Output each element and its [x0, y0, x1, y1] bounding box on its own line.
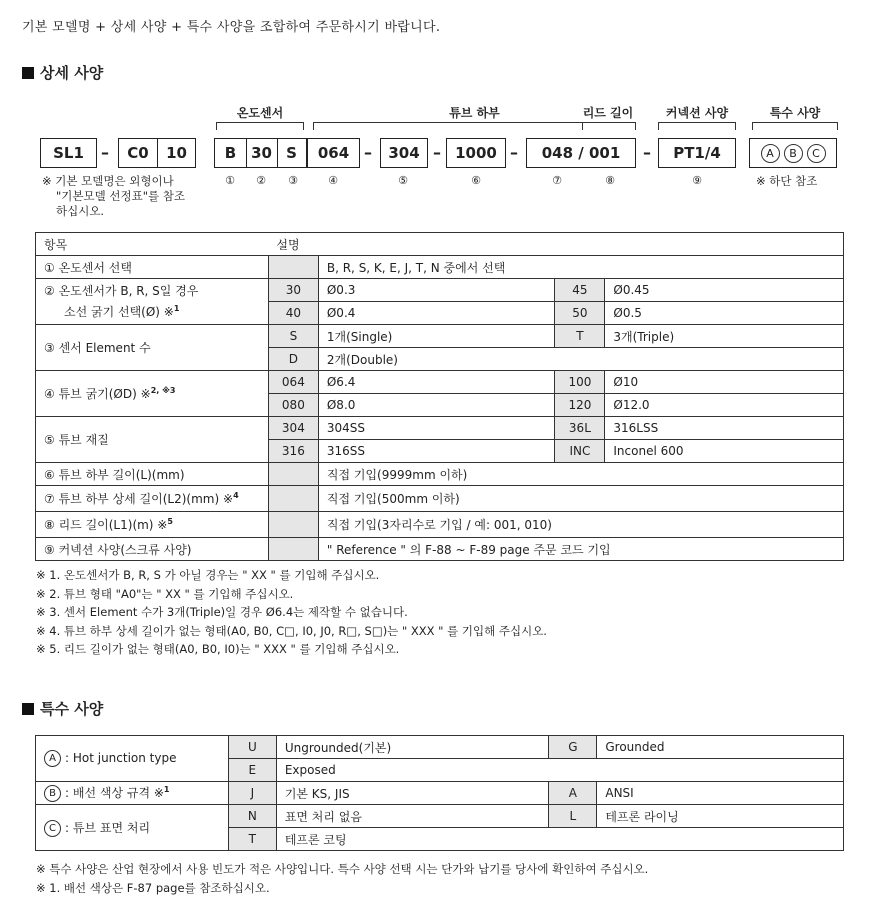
detail-footnotes: [36, 566, 547, 659]
blank-code-cell: [268, 512, 318, 538]
table-row: [36, 538, 844, 561]
group-bracket-sensor: [216, 122, 304, 130]
section-title-text: 상세 사양: [40, 64, 104, 82]
code-cell: 30: [268, 279, 318, 302]
row-desc: " Reference " 의 F-88 ~ F-89 page 주문 코드 기입: [318, 538, 843, 561]
group-label-lead: 리드 길이: [582, 106, 634, 120]
note-line: 하십시오.: [56, 204, 105, 218]
group-label-sensor: 온도센서: [236, 106, 284, 120]
footnote: ※ 5. 리드 길이가 없는 형태(A0, B0, I0)는 " XXX " 를 기입해 주십시오.: [36, 642, 400, 656]
desc-cell: 테프론 코팅: [276, 828, 843, 851]
row-item: ⑥ 튜브 하부 길이(L)(mm): [36, 463, 269, 486]
group-label-tube: 튜브 하부: [449, 106, 500, 120]
group-label-special: 특수 사양: [769, 106, 821, 120]
desc-cell: Ø6.4: [318, 371, 555, 394]
row-item: [36, 782, 229, 805]
base-model-note: [42, 174, 185, 219]
item-text: : Hot junction type: [65, 751, 177, 765]
code-box-c0-10: [118, 138, 196, 168]
row-item: [36, 736, 229, 782]
code-dash: –: [643, 143, 651, 162]
note-line: "기본모델 선정표"를 참조: [56, 189, 185, 203]
table-row: [36, 486, 844, 512]
code-cell: D: [268, 348, 318, 371]
detail-spec-table: [35, 232, 844, 561]
square-bullet-icon: [22, 67, 34, 79]
special-footnotes: [36, 860, 648, 897]
circle-a-icon: A: [761, 144, 780, 163]
marker-5: ⑤: [398, 174, 408, 187]
marker-3: ③: [288, 174, 298, 187]
circle-b-icon: B: [44, 785, 61, 802]
desc-cell: Ø0.5: [605, 302, 844, 325]
marker-8: ⑧: [605, 174, 615, 187]
desc-cell: 테프론 라이닝: [597, 805, 844, 828]
desc-cell: Ø0.3: [318, 279, 555, 302]
note-line: ※ 기본 모델명은 외형이나: [42, 174, 174, 188]
row-item: [36, 805, 229, 851]
footnote-ref: 2, ※3: [150, 386, 176, 395]
square-bullet-icon: [22, 703, 34, 715]
code-box-tube-dia: 064: [307, 138, 360, 168]
code-box-tube-length: 1000: [446, 138, 506, 168]
footnote-ref: 1: [173, 304, 180, 313]
table-row: [36, 512, 844, 538]
group-label-connection: 커넥션 사양: [665, 106, 729, 120]
row-item: [36, 512, 269, 538]
item-line: 소선 굵기 선택(Ø) ※: [64, 305, 174, 319]
footnote: ※ 1. 온도센서가 B, R, S 가 아닐 경우는 " XX " 를 기입해 주십시오.: [36, 568, 380, 582]
code-cell: E: [228, 759, 276, 782]
item-text: ⑧ 리드 길이(L1)(m) ※: [44, 518, 168, 532]
desc-cell: 표면 처리 없음: [276, 805, 549, 828]
code-element: S: [286, 144, 297, 162]
section-title-special: [22, 698, 103, 719]
table-row: [36, 736, 844, 759]
row-desc: 직접 기입(500mm 이하): [318, 486, 843, 512]
table-row: [36, 279, 844, 302]
table-row: [36, 782, 844, 805]
code-cell: N: [228, 805, 276, 828]
group-bracket-lead: [582, 122, 636, 130]
marker-1: ①: [225, 174, 235, 187]
circle-c-icon: C: [807, 144, 826, 163]
desc-cell: 316SS: [318, 440, 555, 463]
desc-cell: Ø10: [605, 371, 844, 394]
desc-cell: Ø12.0: [605, 394, 844, 417]
footnote-ref: 4: [233, 491, 239, 500]
table-row: [36, 371, 844, 394]
code-cell: 304: [268, 417, 318, 440]
code-box-connection: PT1/4: [658, 138, 736, 168]
desc-cell: 316LSS: [605, 417, 844, 440]
item-text: ⑦ 튜브 하부 상세 길이(L2)(mm) ※: [44, 492, 234, 506]
code-cell: J: [228, 782, 276, 805]
code-cell: T: [228, 828, 276, 851]
footnote-ref: 5: [167, 517, 173, 526]
blank-code-cell: [268, 463, 318, 486]
code-cell: INC: [555, 440, 605, 463]
row-item: ① 온도센서 선택: [36, 256, 269, 279]
circle-b-icon: B: [784, 144, 803, 163]
code-box-tube-material: 304: [380, 138, 428, 168]
section-title-detail: [22, 62, 103, 83]
footnote-ref: 1: [163, 785, 170, 794]
code-cell: 080: [268, 394, 318, 417]
marker-4: ④: [328, 174, 338, 187]
blank-code-cell: [268, 486, 318, 512]
desc-cell: 기본 KS, JIS: [276, 782, 549, 805]
desc-cell: 2개(Double): [318, 348, 843, 371]
section-title-text: 특수 사양: [40, 700, 104, 718]
marker-7: ⑦: [552, 174, 562, 187]
code-dash: –: [510, 143, 518, 162]
row-item: [36, 279, 269, 325]
code-cell: U: [228, 736, 276, 759]
item-text: : 배선 색상 규격 ※: [65, 786, 164, 800]
row-item: ③ 센서 Element 수: [36, 325, 269, 371]
code-cell: T: [555, 325, 605, 348]
code-cell: 40: [268, 302, 318, 325]
code-10: 10: [166, 144, 187, 162]
row-item: [36, 371, 269, 417]
item-text: ④ 튜브 굵기(ØD) ※: [44, 387, 151, 401]
table-row: [36, 463, 844, 486]
row-item: ⑨ 커넥션 사양(스크류 사양): [36, 538, 269, 561]
marker-2: ②: [256, 174, 266, 187]
row-desc: B, R, S, K, E, J, T, N 중에서 선택: [318, 256, 843, 279]
table-row: [36, 417, 844, 440]
group-bracket-connection: [658, 122, 736, 130]
group-bracket-special: [752, 122, 838, 130]
item-line: ② 온도센서가 B, R, S일 경우: [44, 284, 199, 298]
code-wire-dia: 30: [247, 139, 278, 167]
row-item: [36, 486, 269, 512]
desc-cell: Inconel 600: [605, 440, 844, 463]
footnote: ※ 3. 센서 Element 수가 3개(Triple)일 경우 Ø6.4는 제작할 수 없습니다.: [36, 605, 408, 619]
circle-a-icon: A: [44, 750, 61, 767]
blank-code-cell: [268, 256, 318, 279]
desc-cell: Exposed: [276, 759, 843, 782]
desc-cell: Ø8.0: [318, 394, 555, 417]
code-cell: A: [549, 782, 597, 805]
code-box-lead: 048 / 001: [526, 138, 636, 168]
intro-text: 기본 모델명 + 상세 사양 + 특수 사양을 조합하여 주문하시기 바랍니다.: [22, 20, 441, 35]
code-sensor-type: B: [216, 139, 247, 167]
circle-c-icon: C: [44, 820, 61, 837]
item-text: : 튜브 표면 처리: [65, 820, 151, 835]
code-dash: –: [101, 143, 109, 162]
table-row: [36, 805, 844, 828]
row-desc: 직접 기입(3자리수로 기입 / 예: 001, 010): [318, 512, 843, 538]
footnote: ※ 특수 사양은 산업 현장에서 사용 빈도가 적은 사양입니다. 특수 사양 선택 시는 단가와 납기를 당사에 확인하여 주십시오.: [36, 862, 649, 876]
footnote: ※ 4. 튜브 하부 상세 길이가 없는 형태(A0, B0, C□, I0, J0, R□, S□)는 " XXX " 를 기입해 주십시오.: [36, 623, 547, 638]
code-cell: 50: [555, 302, 605, 325]
footnote: ※ 2. 튜브 형태 "A0"는 " XX " 를 기입해 주십시오.: [36, 586, 294, 601]
code-box-base-model: SL1: [40, 138, 97, 168]
code-dash: –: [433, 143, 441, 162]
desc-cell: Ø0.45: [605, 279, 844, 302]
header-desc: 설명: [268, 233, 843, 256]
desc-cell: Ungrounded(기본): [276, 736, 549, 759]
desc-cell: 3개(Triple): [605, 325, 844, 348]
code-c0: C0: [119, 139, 158, 167]
marker-9: ⑨: [692, 174, 702, 187]
code-cell: G: [549, 736, 597, 759]
code-cell: 316: [268, 440, 318, 463]
desc-cell: 1개(Single): [318, 325, 555, 348]
marker-6: ⑥: [471, 174, 481, 187]
blank-code-cell: [268, 538, 318, 561]
desc-cell: Ø0.4: [318, 302, 555, 325]
code-cell: 120: [555, 394, 605, 417]
code-cell: L: [549, 805, 597, 828]
code-dash: –: [364, 143, 372, 162]
special-spec-table: [35, 735, 844, 851]
row-item: ⑤ 튜브 재질: [36, 417, 269, 463]
code-cell: 36L: [555, 417, 605, 440]
special-ref-note: ※ 하단 참조: [756, 174, 818, 188]
desc-cell: Grounded: [597, 736, 844, 759]
code-box-sensor: [214, 138, 307, 168]
table-row: [36, 325, 844, 348]
footnote: ※ 1. 배선 색상은 F-87 page를 참조하십시오.: [36, 880, 270, 895]
code-box-special: [749, 138, 837, 168]
header-item: 항목: [36, 233, 269, 256]
code-cell: 064: [268, 371, 318, 394]
code-cell: 45: [555, 279, 605, 302]
desc-cell: ANSI: [597, 782, 844, 805]
code-cell: 100: [555, 371, 605, 394]
table-row: [36, 256, 844, 279]
code-cell: S: [268, 325, 318, 348]
desc-cell: 304SS: [318, 417, 555, 440]
row-desc: 직접 기입(9999mm 이하): [318, 463, 843, 486]
